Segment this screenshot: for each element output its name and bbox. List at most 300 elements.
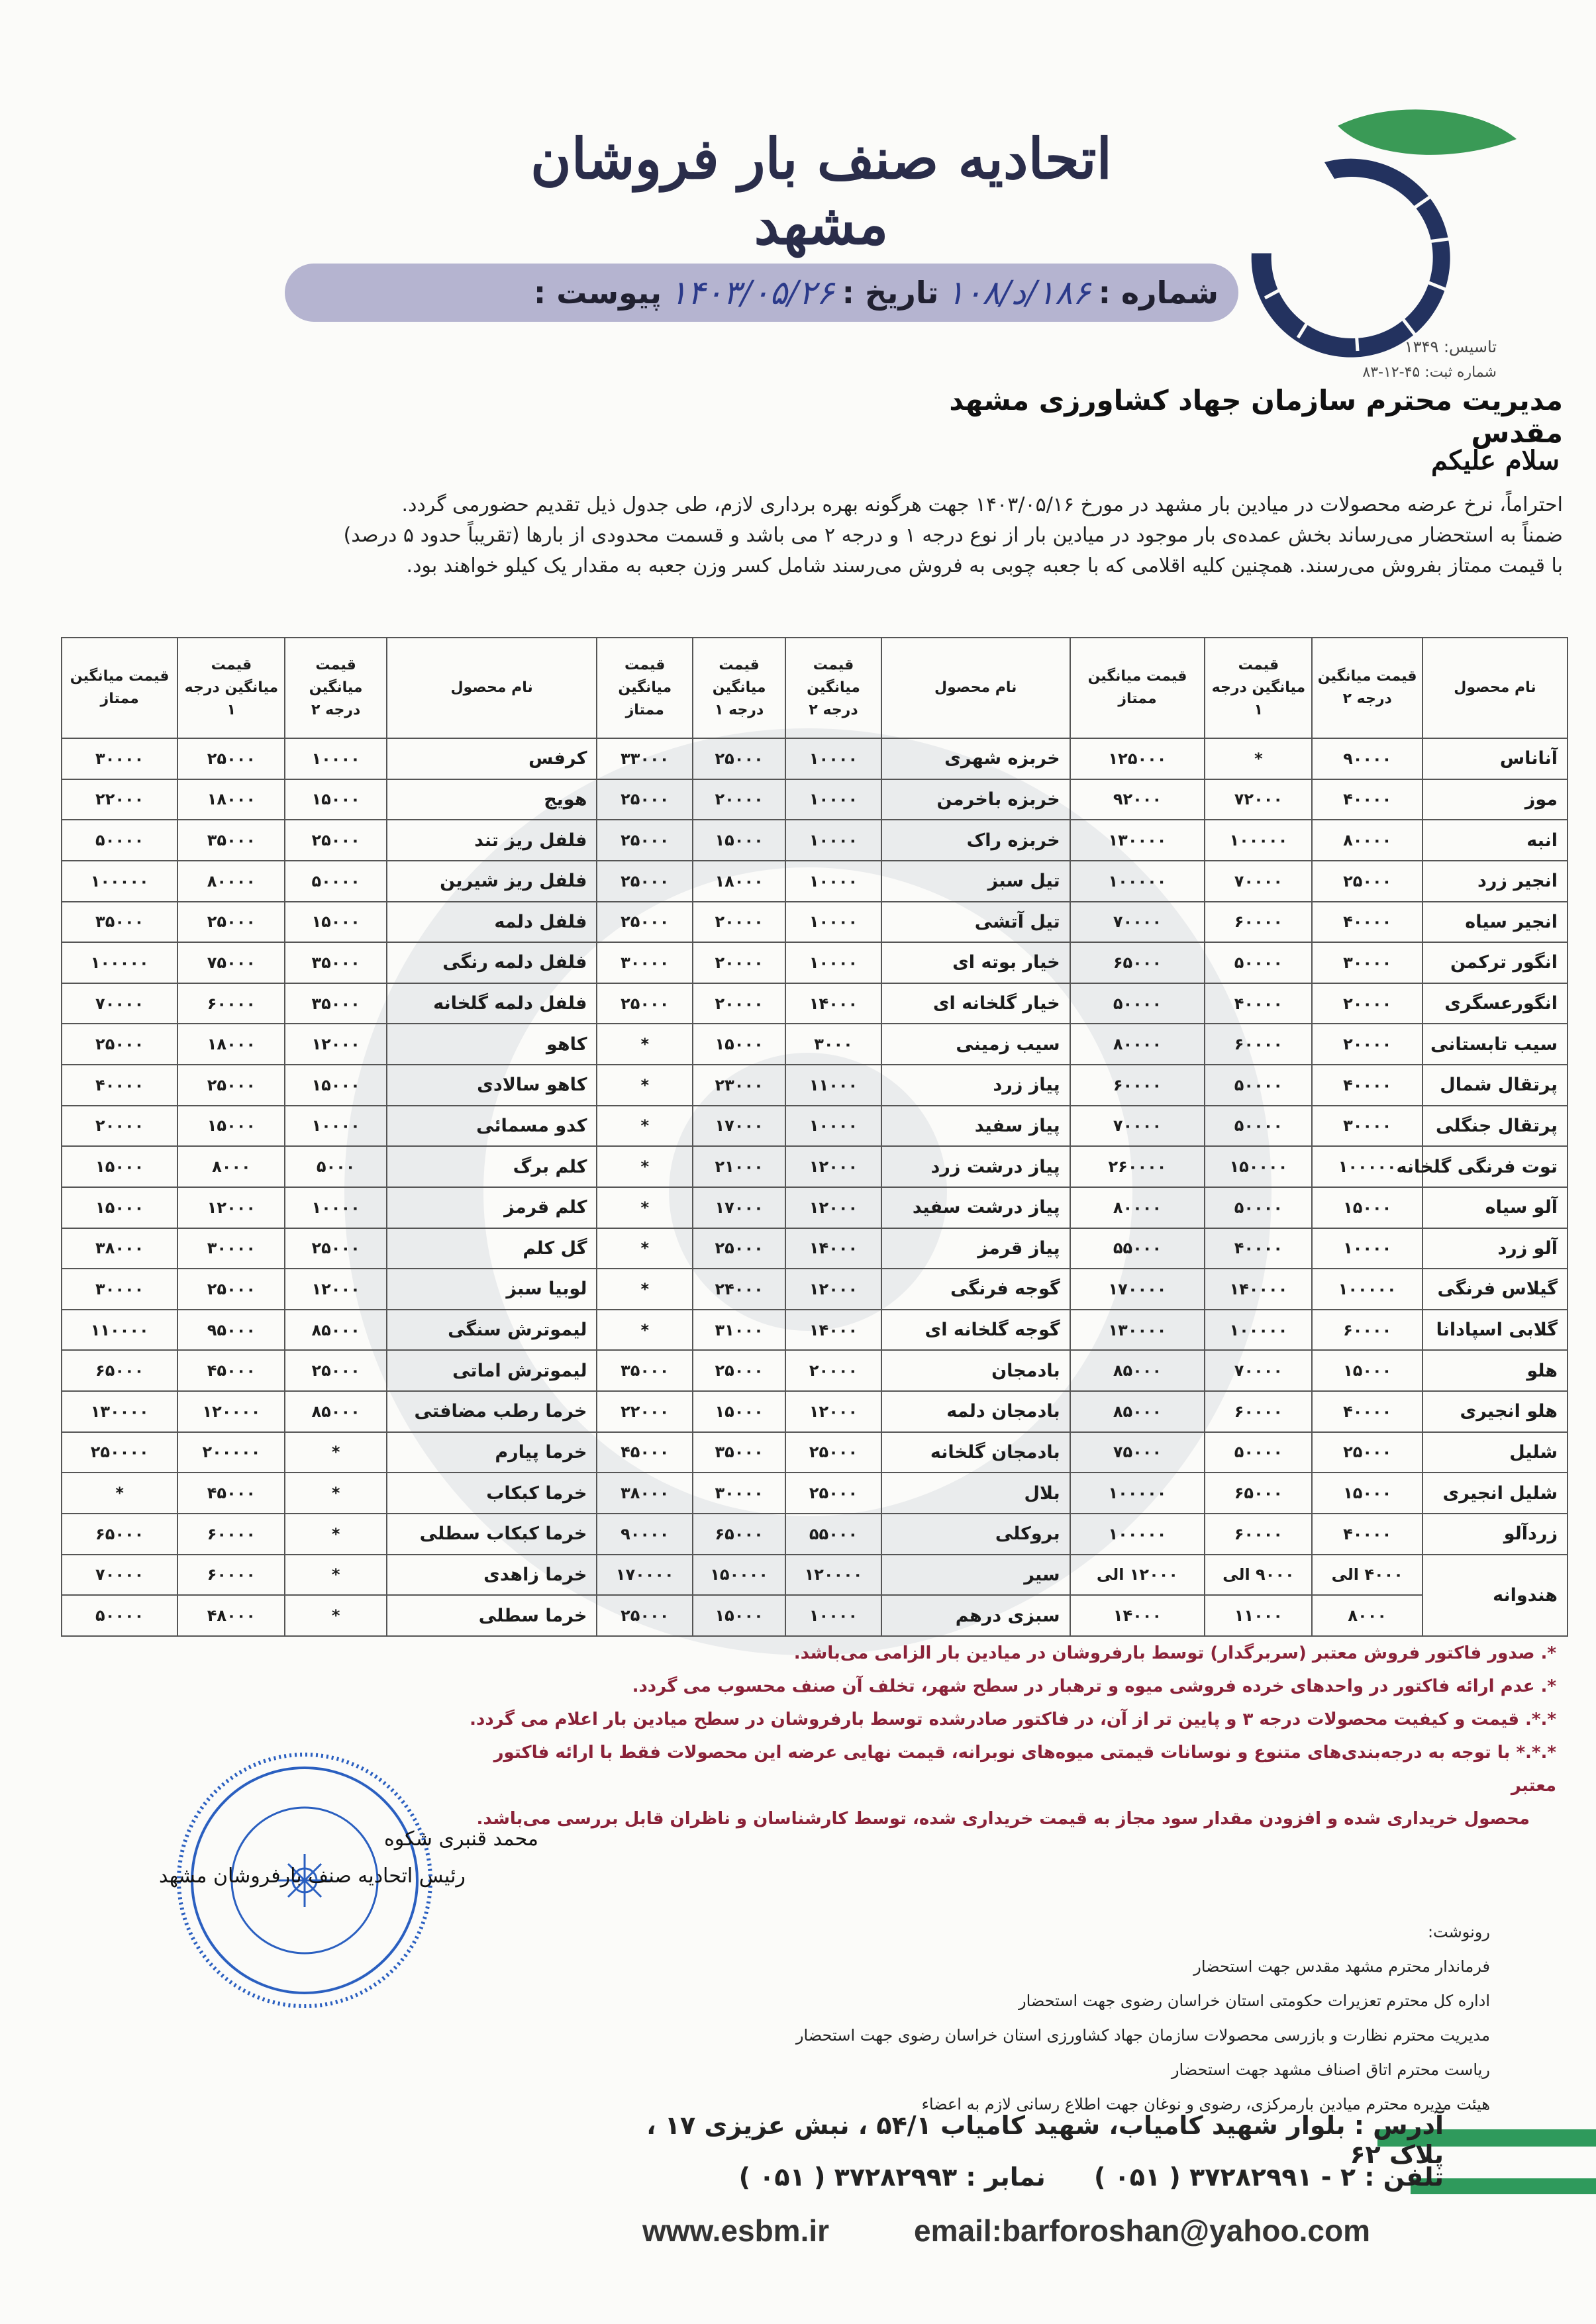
- price-cell: ۱۵۰۰۰: [285, 902, 386, 943]
- price-cell: ۵۰۰۰۰: [1205, 1187, 1312, 1228]
- price-cell: ۱۵۰۰۰: [1312, 1350, 1422, 1391]
- note: *. صدور فاکتور فروش معتبر (سربرگدار) توسط بارفروشان در میادین بار الزامی می‌باشد.: [793, 1643, 1556, 1663]
- product-name-cell: لیموترش سنگی: [387, 1310, 597, 1351]
- price-cell: *: [597, 1065, 693, 1106]
- header-grade1: قیمت میانگین درجه ۱: [177, 638, 285, 738]
- price-cell: ۶۰۰۰۰: [1205, 1391, 1312, 1432]
- header-name: نام محصول: [1422, 638, 1568, 738]
- product-name-cell: لیموترش اماتی: [387, 1350, 597, 1391]
- product-name-cell: پرتقال جنگلی: [1422, 1106, 1568, 1147]
- price-cell: ۸۰۰۰۰: [1312, 820, 1422, 861]
- established-year: تاسیس: ۱۳۴۹: [1404, 338, 1497, 356]
- product-name-cell: انبه: [1422, 820, 1568, 861]
- signatory-name: محمد قنبری شکوه: [384, 1827, 538, 1851]
- product-name-cell: پیاز سفید: [881, 1106, 1070, 1147]
- price-cell: ۲۵۰۰۰: [597, 779, 693, 820]
- product-name-cell: فلفل ریز تند: [387, 820, 597, 861]
- price-cell: ۴۰۰۰۰: [1312, 1391, 1422, 1432]
- price-cell: ۵۰۰۰۰: [62, 1595, 177, 1636]
- price-cell: ۱۲۰۰۰: [785, 1269, 881, 1310]
- price-cell: ۱۵۰۰۰: [62, 1146, 177, 1187]
- price-cell: ۴۵۰۰۰: [597, 1432, 693, 1473]
- table-row: [62, 738, 1568, 779]
- price-cell: ۵۰۰۰۰: [285, 861, 386, 902]
- header-name: نام محصول: [387, 638, 597, 738]
- note: *.*. قیمت و کیفیت محصولات درجه ۳ و پایین تر از آن، در فاکتور صادرشده توسط بارفروشان در سطح میادین بار اعلام می گردد.: [470, 1710, 1556, 1729]
- table-row: [62, 861, 1568, 902]
- price-cell: ۲۵۰۰۰: [285, 820, 386, 861]
- price-cell: ۳۰۰۰۰: [62, 1269, 177, 1310]
- header-premium: قیمت میانگین ممتاز: [597, 638, 693, 738]
- footer-address: آدرس : بلوار شهید کامیاب، شهید کامیاب ۵۴/۱ ، نبش عزیزی ۱۷ ، پلاک ۶۲: [646, 2111, 1444, 2169]
- cc-item: مدیریت محترم نظارت و بازرسی محصولات سازمان جهاد کشاورزی استان خراسان رضوی جهت استحضار: [795, 2026, 1490, 2045]
- price-cell: ۲۵۰۰۰: [177, 1065, 285, 1106]
- price-cell: ۱۵۰۰۰۰: [693, 1555, 785, 1596]
- product-name-cell: خرما کبکاب سطلی: [387, 1514, 597, 1555]
- product-name-cell: سیب تابستانی: [1422, 1024, 1568, 1065]
- price-cell: ۸۰۰۰۰: [1070, 1187, 1205, 1228]
- table-row: [62, 779, 1568, 820]
- price-cell: ۱۰۰۰۰: [285, 1187, 386, 1228]
- price-cell: ۶۰۰۰۰: [177, 983, 285, 1024]
- price-cell: ۴۰۰۰ الی: [1312, 1555, 1422, 1596]
- price-cell: ۳۵۰۰۰: [285, 942, 386, 983]
- price-cell: ۲۲۰۰۰: [597, 1391, 693, 1432]
- price-cell: ۳۵۰۰۰: [693, 1432, 785, 1473]
- date-value: ۱۴۰۳/۰۵/۲۶: [670, 273, 834, 312]
- price-cell: ۱۵۰۰۰: [285, 1065, 386, 1106]
- price-cell: ۲۳۰۰۰: [693, 1065, 785, 1106]
- price-cell: ۱۱۰۰۰۰: [62, 1310, 177, 1351]
- product-name-cell: کلم قرمز: [387, 1187, 597, 1228]
- price-cell: ۱۵۰۰۰: [1312, 1187, 1422, 1228]
- product-name-cell: انگور ترکمن: [1422, 942, 1568, 983]
- product-name-cell: هلو انجیری: [1422, 1391, 1568, 1432]
- price-cell: ۱۰۰۰۰: [785, 779, 881, 820]
- price-cell: ۱۵۰۰۰: [1312, 1473, 1422, 1514]
- price-cell: ۳۵۰۰۰: [285, 983, 386, 1024]
- price-cell: ۱۰۰۰۰: [785, 861, 881, 902]
- product-name-cell: گوجه گلخانه ای: [881, 1310, 1070, 1351]
- price-cell: ۶۵۰۰۰: [1205, 1473, 1312, 1514]
- price-cell: ۱۷۰۰۰: [693, 1106, 785, 1147]
- price-cell: *: [597, 1269, 693, 1310]
- price-cell: ۱۳۰۰۰۰: [1070, 820, 1205, 861]
- price-cell: ۱۸۰۰۰: [177, 779, 285, 820]
- header-name: نام محصول: [881, 638, 1070, 738]
- product-name-cell: خرما رطب مضافتی: [387, 1391, 597, 1432]
- table-row: [62, 1187, 1568, 1228]
- product-name-cell: فلفل دلمه رنگی: [387, 942, 597, 983]
- price-cell: ۳۰۰۰۰: [1312, 1106, 1422, 1147]
- price-cell: ۵۰۰۰: [285, 1146, 386, 1187]
- price-cell: ۷۰۰۰۰: [62, 983, 177, 1024]
- price-cell: ۵۰۰۰۰: [1205, 942, 1312, 983]
- recipient: مدیریت محترم سازمان جهاد کشاورزی مشهد مقدس: [949, 384, 1563, 449]
- body-paragraph: ضمناً به استحضار می‌رساند بخش عمده‌ی بار موجود در میادین بار از نوع درجه ۱ و درجه ۲ می باشد و قسمت محدودی از بارها (تقریباً حدود ۵ درصد): [343, 524, 1563, 547]
- product-name-cell: کاهو سالادی: [387, 1065, 597, 1106]
- price-cell: ۴۵۰۰۰: [177, 1473, 285, 1514]
- price-cell: ۱۷۰۰۰۰: [1070, 1269, 1205, 1310]
- price-cell: ۱۲۰۰۰: [285, 1269, 386, 1310]
- price-cell: ۸۵۰۰۰: [1070, 1391, 1205, 1432]
- product-name-cell: پیاز زرد: [881, 1065, 1070, 1106]
- price-cell: *: [285, 1595, 386, 1636]
- price-cell: ۱۰۰۰۰۰: [1070, 1514, 1205, 1555]
- cc-item: هیئت مدیره محترم میادین بارمرکزی، رضوی و نوغان جهت اطلاع رسانی لازم به اعضاء: [921, 2095, 1490, 2113]
- price-cell: ۲۵۰۰۰: [597, 820, 693, 861]
- product-name-cell: کدو مسمائی: [387, 1106, 597, 1147]
- price-cell: ۵۰۰۰۰: [62, 820, 177, 861]
- price-cell: ۷۰۰۰۰: [62, 1555, 177, 1596]
- price-cell: ۱۲۰۰۰: [785, 1391, 881, 1432]
- cc-item: اداره کل محترم تعزیرات حکومتی استان خراسان رضوی جهت استحضار: [1018, 1992, 1490, 2010]
- price-cell: ۱۵۰۰۰: [693, 820, 785, 861]
- table-row: [62, 1269, 1568, 1310]
- product-name-cell: خرما پیارم: [387, 1432, 597, 1473]
- price-cell: ۲۵۰۰۰: [597, 861, 693, 902]
- product-name-cell: سیب زمینی: [881, 1024, 1070, 1065]
- price-cell: ۱۵۰۰۰: [693, 1595, 785, 1636]
- price-cell: *: [597, 1228, 693, 1269]
- price-cell: ۲۵۰۰۰: [597, 1595, 693, 1636]
- price-cell: *: [597, 1024, 693, 1065]
- price-cell: ۱۵۰۰۰: [693, 1024, 785, 1065]
- price-cell: ۱۵۰۰۰: [285, 779, 386, 820]
- table-row: [62, 1024, 1568, 1065]
- price-cell: ۱۸۰۰۰: [693, 861, 785, 902]
- product-name-cell: خربزه شهری: [881, 738, 1070, 779]
- note: محصول خریداری شده و افزودن مقدار سود مجاز به قیمت خریداری شده، توسط کارشناسان و ناظران قابل بررسی می‌باشد.: [476, 1809, 1530, 1829]
- price-cell: ۲۰۰۰۰: [1312, 1024, 1422, 1065]
- price-cell: ۲۶۰۰۰۰: [1070, 1146, 1205, 1187]
- price-cell: *: [285, 1473, 386, 1514]
- price-cell: ۸۰۰۰۰: [1070, 1024, 1205, 1065]
- product-name-cell: بروکلی: [881, 1514, 1070, 1555]
- price-cell: ۱۰۰۰۰: [785, 902, 881, 943]
- product-name-cell: کرفس: [387, 738, 597, 779]
- price-cell: ۱۲۵۰۰۰: [1070, 738, 1205, 779]
- price-cell: ۷۵۰۰۰: [1070, 1432, 1205, 1473]
- price-cell: ۱۱۰۰۰: [785, 1065, 881, 1106]
- price-cell: ۴۰۰۰۰: [1312, 1065, 1422, 1106]
- price-cell: ۱۳۰۰۰۰: [62, 1391, 177, 1432]
- price-cell: ۱۰۰۰۰: [285, 738, 386, 779]
- price-cell: ۲۰۰۰۰: [785, 1350, 881, 1391]
- price-cell: ۸۵۰۰۰: [285, 1310, 386, 1351]
- product-name-cell: خرما سطلی: [387, 1595, 597, 1636]
- table-row: [62, 1391, 1568, 1432]
- price-cell: *: [285, 1432, 386, 1473]
- product-name-cell: کلم برگ: [387, 1146, 597, 1187]
- price-cell: ۳۵۰۰۰: [597, 1350, 693, 1391]
- price-cell: ۳۰۰۰۰: [597, 942, 693, 983]
- note: *. عدم ارائه فاکتور در واحدهای خرده فروشی میوه و ترهبار در سطح شهر، تخلف آن صنف محسوب می گردد.: [632, 1676, 1556, 1696]
- registration-number: شماره ثبت: ۴۵-۱۲-۸۳: [1362, 364, 1497, 381]
- price-cell: ۹۰۰۰۰: [1312, 738, 1422, 779]
- product-name-cell: هویج: [387, 779, 597, 820]
- price-cell: ۱۴۰۰۰: [1070, 1595, 1205, 1636]
- price-cell: ۱۰۰۰۰: [785, 942, 881, 983]
- price-cell: ۱۰۰۰۰۰: [62, 861, 177, 902]
- product-name-cell: خیار بوته ای: [881, 942, 1070, 983]
- product-name-cell: آناناس: [1422, 738, 1568, 779]
- table-row: [62, 1595, 1568, 1636]
- product-name-cell: سبزی درهم: [881, 1595, 1070, 1636]
- price-cell: ۸۰۰۰: [177, 1146, 285, 1187]
- table-row: [62, 1432, 1568, 1473]
- product-name-cell: لوبیا سبز: [387, 1269, 597, 1310]
- table-row: [62, 942, 1568, 983]
- price-cell: *: [285, 1555, 386, 1596]
- price-cell: ۷۰۰۰۰: [1070, 1106, 1205, 1147]
- price-cell: ۵۰۰۰۰: [1070, 983, 1205, 1024]
- product-name-cell: فلفل دلمه: [387, 902, 597, 943]
- product-name-cell: تیل سبز: [881, 861, 1070, 902]
- price-cell: ۱۲۰۰۰ الی: [1070, 1555, 1205, 1596]
- header-grade1: قیمت میانگین درجه ۱: [693, 638, 785, 738]
- product-name-cell: انجیر سیاه: [1422, 902, 1568, 943]
- body-paragraph: با قیمت ممتاز بفروش می‌رسند. همچنین کلیه اقلامی که با جعبه چوبی به فروش می‌رسند شامل کسر وزن جعبه به مقدار یک کیلو خواهند بود.: [406, 554, 1563, 577]
- note: *.*.* با توجه به درجه‌بندی‌های متنوع و نوسانات قیمتی میوه‌های نوبرانه، قیمت نهایی عرضه این محصولات فقط با ارائه فاکتور معتبر: [493, 1743, 1556, 1796]
- table-row: [62, 902, 1568, 943]
- product-name-cell: خرما کبکاب: [387, 1473, 597, 1514]
- table-row: [62, 1350, 1568, 1391]
- product-name-cell: پرتقال شمال: [1422, 1065, 1568, 1106]
- price-cell: ۹۰۰۰ الی: [1205, 1555, 1312, 1596]
- price-cell: ۲۵۰۰۰: [285, 1350, 386, 1391]
- price-cell: ۲۵۰۰۰: [177, 738, 285, 779]
- header-grade2: قیمت میانگین درجه ۲: [285, 638, 386, 738]
- price-cell: *: [1205, 738, 1312, 779]
- header-premium: قیمت میانگین ممتاز: [62, 638, 177, 738]
- price-cell: ۱۲۰۰۰۰: [785, 1555, 881, 1596]
- price-cell: ۲۵۰۰۰: [693, 1228, 785, 1269]
- product-name-cell: سیر: [881, 1555, 1070, 1596]
- product-name-cell: زردآلو: [1422, 1514, 1568, 1555]
- product-name-cell: خربزه باخرمن: [881, 779, 1070, 820]
- price-cell: ۱۵۰۰۰۰: [1205, 1146, 1312, 1187]
- table-row: [62, 1065, 1568, 1106]
- product-name-cell: بادمجان: [881, 1350, 1070, 1391]
- price-cell: ۳۰۰۰۰: [177, 1228, 285, 1269]
- footer-phone: تلفن : ۲ - ۳۷۲۸۲۹۹۱ ( ۰۵۱ ): [1094, 2162, 1444, 2192]
- price-cell: ۲۵۰۰۰۰: [62, 1432, 177, 1473]
- price-cell: ۱۰۰۰۰: [785, 1106, 881, 1147]
- price-cell: ۸۰۰۰: [1312, 1595, 1422, 1636]
- price-cell: ۱۴۰۰۰: [785, 983, 881, 1024]
- letter-body: [119, 490, 1563, 581]
- footer-phones: [530, 2162, 1444, 2192]
- price-cell: ۷۵۰۰۰: [177, 942, 285, 983]
- price-cell: ۴۰۰۰۰: [1312, 902, 1422, 943]
- price-cell: ۱۸۰۰۰: [177, 1024, 285, 1065]
- product-name-cell: گلابی اسپادانا: [1422, 1310, 1568, 1351]
- product-name-cell: آلو سیاه: [1422, 1187, 1568, 1228]
- price-cell: ۱۵۰۰۰: [693, 1391, 785, 1432]
- price-cell: ۴۵۰۰۰: [177, 1350, 285, 1391]
- header-grade2: قیمت میانگین درجه ۲: [1312, 638, 1422, 738]
- body-paragraph: احتراماً، نرخ عرضه محصولات در میادین بار مشهد در مورخ ۱۴۰۳/۰۵/۱۶ جهت هرگونه بهره برداری لازم، طی جدول ذیل تقدیم حضورمی گردد.: [401, 493, 1563, 516]
- price-cell: ۲۵۰۰۰: [62, 1024, 177, 1065]
- price-table: [61, 637, 1568, 1637]
- price-cell: ۵۵۰۰۰: [1070, 1228, 1205, 1269]
- price-cell: ۵۰۰۰۰: [1205, 1432, 1312, 1473]
- price-cell: ۲۰۰۰۰: [1312, 983, 1422, 1024]
- price-cell: ۲۵۰۰۰: [285, 1228, 386, 1269]
- table-row: [62, 1228, 1568, 1269]
- product-name-cell: هندوانه: [1422, 1555, 1568, 1637]
- price-cell: ۷۰۰۰۰: [1070, 902, 1205, 943]
- price-cell: ۶۰۰۰۰: [1205, 902, 1312, 943]
- price-cell: ۳۰۰۰۰: [693, 1473, 785, 1514]
- price-cell: ۲۴۰۰۰: [693, 1269, 785, 1310]
- price-cell: ۵۰۰۰۰: [1205, 1106, 1312, 1147]
- product-name-cell: تیل آتشی: [881, 902, 1070, 943]
- price-cell: ۵۵۰۰۰: [785, 1514, 881, 1555]
- product-name-cell: هلو: [1422, 1350, 1568, 1391]
- header-grade1: قیمت میانگین درجه ۱: [1205, 638, 1312, 738]
- product-name-cell: کاهو: [387, 1024, 597, 1065]
- greeting: سلام علیکم: [1431, 445, 1560, 476]
- number-label: شماره :: [1098, 275, 1219, 311]
- date-label: تاریخ :: [842, 275, 939, 311]
- price-cell: ۲۵۰۰۰: [785, 1473, 881, 1514]
- price-cell: ۳۳۰۰۰: [597, 738, 693, 779]
- price-cell: ۹۵۰۰۰: [177, 1310, 285, 1351]
- price-cell: ۱۰۰۰۰۰: [1312, 1146, 1422, 1187]
- price-cell: ۷۰۰۰۰: [1205, 1350, 1312, 1391]
- price-cell: ۱۳۰۰۰۰: [1070, 1310, 1205, 1351]
- price-cell: ۳۵۰۰۰: [62, 902, 177, 943]
- product-name-cell: آلو زرد: [1422, 1228, 1568, 1269]
- product-name-cell: شلیل انجیری: [1422, 1473, 1568, 1514]
- price-cell: *: [597, 1106, 693, 1147]
- price-cell: ۱۰۰۰۰: [785, 738, 881, 779]
- price-cell: *: [597, 1310, 693, 1351]
- price-cell: ۱۲۰۰۰: [785, 1146, 881, 1187]
- price-cell: ۵۰۰۰۰: [1205, 1065, 1312, 1106]
- product-name-cell: شلیل: [1422, 1432, 1568, 1473]
- price-cell: ۳۰۰۰۰: [62, 738, 177, 779]
- cc-list: [662, 1915, 1490, 2121]
- price-cell: ۶۰۰۰۰: [1312, 1310, 1422, 1351]
- price-cell: ۴۰۰۰۰: [1312, 1514, 1422, 1555]
- price-cell: ۲۰۰۰۰: [693, 902, 785, 943]
- price-cell: ۲۵۰۰۰: [597, 983, 693, 1024]
- price-cell: ۳۸۰۰۰: [62, 1228, 177, 1269]
- price-cell: ۱۲۰۰۰: [285, 1024, 386, 1065]
- price-cell: ۱۰۰۰۰۰: [1205, 1310, 1312, 1351]
- number-value: ۱۸۶/د/۱۰۸: [946, 273, 1091, 312]
- table-row: [62, 820, 1568, 861]
- price-cell: *: [62, 1473, 177, 1514]
- price-cell: ۳۱۰۰۰: [693, 1310, 785, 1351]
- price-cell: ۲۵۰۰۰: [1312, 1432, 1422, 1473]
- price-cell: ۴۸۰۰۰: [177, 1595, 285, 1636]
- price-cell: ۲۰۰۰۰: [693, 779, 785, 820]
- product-name-cell: انجیر زرد: [1422, 861, 1568, 902]
- signatory-title: رئیس اتحادیه صنف بارفروشان مشهد: [159, 1864, 466, 1888]
- footer-website[interactable]: www.esbm.ir: [642, 2213, 830, 2248]
- price-cell: ۶۵۰۰۰: [62, 1514, 177, 1555]
- table-row: [62, 983, 1568, 1024]
- price-cell: *: [285, 1514, 386, 1555]
- table-header-row: [62, 638, 1568, 738]
- price-cell: ۶۰۰۰۰: [1205, 1024, 1312, 1065]
- price-cell: ۱۰۰۰۰: [1312, 1228, 1422, 1269]
- cc-item: ریاست محترم اتاق اصناف مشهد جهت استحضار: [1171, 2060, 1490, 2079]
- union-logo-icon: [1225, 99, 1536, 351]
- table-row: [62, 1106, 1568, 1147]
- product-name-cell: بادمجان دلمه: [881, 1391, 1070, 1432]
- price-cell: ۷۲۰۰۰: [1205, 779, 1312, 820]
- price-cell: ۱۵۰۰۰: [177, 1106, 285, 1147]
- price-cell: *: [597, 1187, 693, 1228]
- price-cell: ۶۵۰۰۰: [62, 1350, 177, 1391]
- price-cell: ۹۰۰۰۰: [597, 1514, 693, 1555]
- price-cell: ۱۰۰۰۰: [285, 1106, 386, 1147]
- price-cell: ۱۲۰۰۰: [177, 1187, 285, 1228]
- price-cell: ۱۴۰۰۰: [785, 1310, 881, 1351]
- price-cell: ۹۲۰۰۰: [1070, 779, 1205, 820]
- price-cell: ۲۰۰۰۰: [62, 1106, 177, 1147]
- price-cell: ۴۰۰۰۰: [1205, 983, 1312, 1024]
- price-cell: ۳۰۰۰۰: [1312, 942, 1422, 983]
- price-cell: ۲۰۰۰۰۰: [177, 1432, 285, 1473]
- price-cell: ۱۲۰۰۰: [785, 1187, 881, 1228]
- price-cell: ۲۵۰۰۰: [177, 1269, 285, 1310]
- price-cell: ۱۱۰۰۰: [1205, 1595, 1312, 1636]
- product-name-cell: موز: [1422, 779, 1568, 820]
- product-name-cell: پیاز درشت سفید: [881, 1187, 1070, 1228]
- price-cell: ۸۵۰۰۰: [285, 1391, 386, 1432]
- price-cell: ۱۴۰۰۰۰: [1205, 1269, 1312, 1310]
- product-name-cell: خربزه راک: [881, 820, 1070, 861]
- price-cell: ۲۰۰۰۰: [693, 942, 785, 983]
- price-cell: ۱۰۰۰۰: [785, 1595, 881, 1636]
- price-table-wrapper: [61, 637, 1568, 1637]
- price-cell: ۲۵۰۰۰: [1312, 861, 1422, 902]
- price-cell: ۱۰۰۰۰۰: [1205, 820, 1312, 861]
- table-row: [62, 1310, 1568, 1351]
- product-name-cell: گیلاس فرنگی: [1422, 1269, 1568, 1310]
- footer-fax: نمابر : ۳۷۲۸۲۹۹۳ ( ۰۵۱ ): [738, 2162, 1046, 2192]
- table-row: [62, 1473, 1568, 1514]
- footer-email[interactable]: email:barforoshan@yahoo.com: [914, 2213, 1370, 2248]
- price-cell: *: [597, 1146, 693, 1187]
- price-cell: ۶۰۰۰۰: [177, 1514, 285, 1555]
- price-cell: ۸۵۰۰۰: [1070, 1350, 1205, 1391]
- price-cell: ۲۲۰۰۰: [62, 779, 177, 820]
- price-cell: ۶۵۰۰۰: [693, 1514, 785, 1555]
- table-row: [62, 1514, 1568, 1555]
- price-cell: ۴۰۰۰۰: [62, 1065, 177, 1106]
- product-name-cell: فلفل دلمه گلخانه: [387, 983, 597, 1024]
- price-cell: ۱۴۰۰۰: [785, 1228, 881, 1269]
- product-name-cell: گل کلم: [387, 1228, 597, 1269]
- price-cell: ۱۲۰۰۰۰: [177, 1391, 285, 1432]
- price-cell: ۴۰۰۰۰: [1205, 1228, 1312, 1269]
- cc-label: رونوشت:: [1427, 1923, 1490, 1941]
- letterhead-title: اتحادیه صنف بار فروشان مشهد: [530, 126, 1112, 257]
- price-cell: ۱۷۰۰۰: [693, 1187, 785, 1228]
- price-cell: ۷۰۰۰۰: [1205, 861, 1312, 902]
- product-name-cell: فلفل ریز شیرین: [387, 861, 597, 902]
- price-cell: ۲۰۰۰۰: [693, 983, 785, 1024]
- product-name-cell: گوجه فرنگی: [881, 1269, 1070, 1310]
- product-name-cell: خرما زاهدی: [387, 1555, 597, 1596]
